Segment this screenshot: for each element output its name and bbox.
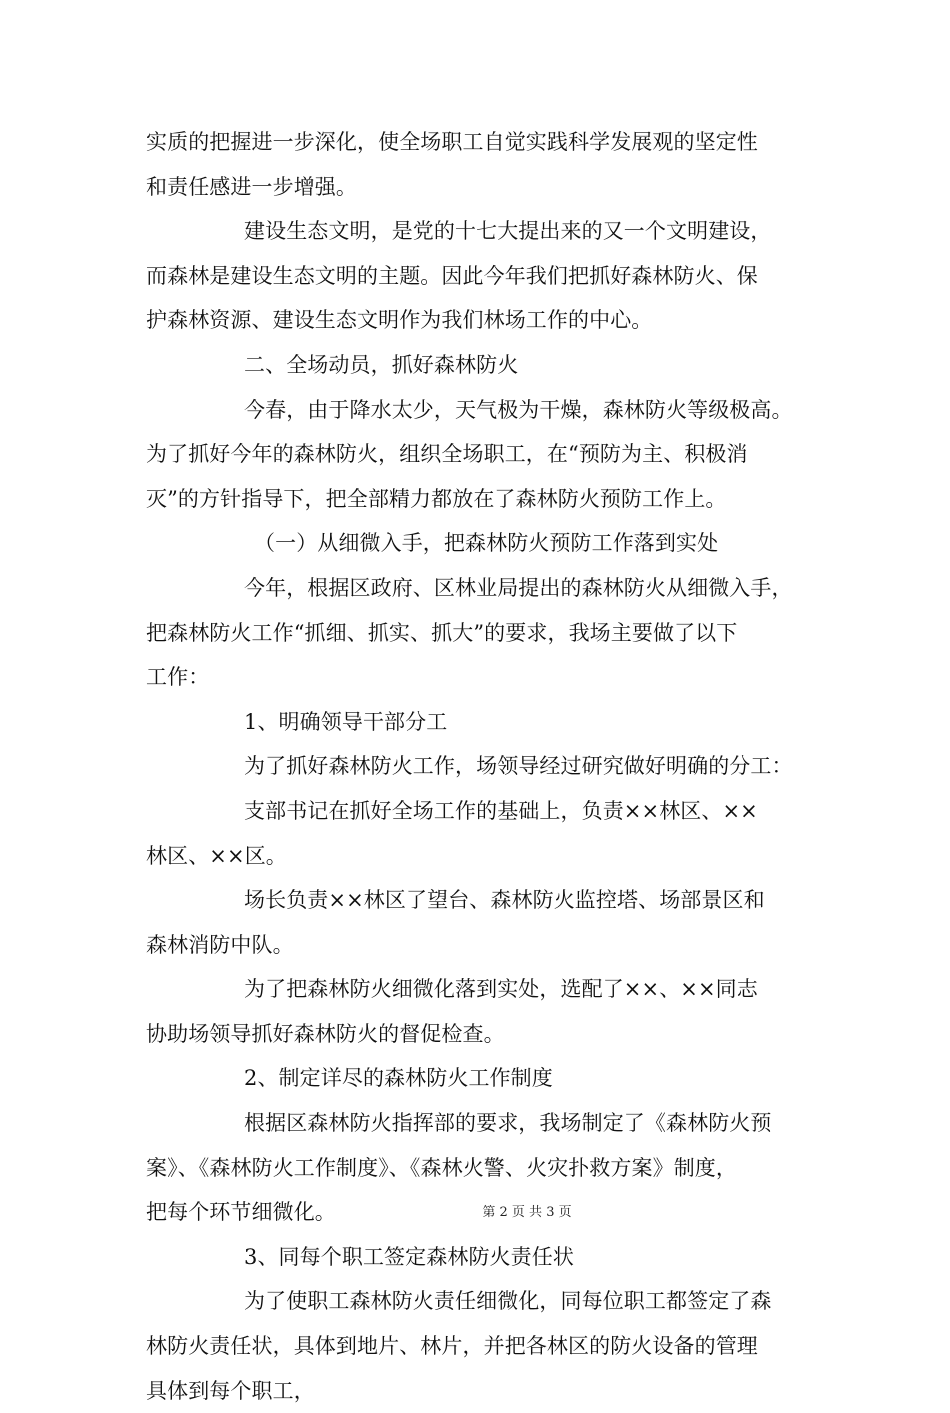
paragraph-line: 支部书记在抓好全场工作的基础上，负责××林区、×× [244,798,758,823]
paragraph-line: 今年，根据区政府、区林业局提出的森林防火从细微入手， [244,575,793,600]
paragraph-line: 今春，由于降水太少，天气极为干燥，森林防火等级极高。 [244,397,793,422]
paragraph-line: 建设生态文明，是党的十七大提出来的又一个文明建设， [244,219,772,244]
paragraph-line: 护森林资源、建设生态文明作为我们林场工作的中心。 [146,308,653,333]
paragraph-line: 工作： [146,665,210,690]
paragraph-line: 为了使职工森林防火责任细微化，同每位职工都签定了森 [244,1289,772,1314]
paragraph-line: 协助场领导抓好森林防火的督促检查。 [146,1021,505,1046]
paragraph-line: 为了抓好森林防火工作，场领导经过研究做好明确的分工： [244,754,793,779]
paragraph-line: 灭”的方针指导下，把全部精力都放在了森林防火预防工作上。 [146,486,727,511]
paragraph-line: 根据区森林防火指挥部的要求，我场制定了《森林防火预 [244,1111,772,1136]
paragraph-line: 案》、《森林防火工作制度》、《森林火警、火灾扑救方案》制度， [146,1155,737,1180]
paragraph-line: 场长负责××林区了望台、森林防火监控塔、场部景区和 [244,888,765,913]
paragraph-line: 具体到每个职工， [146,1378,315,1403]
paragraph-line: 林防火责任状，具体到地片、林片，并把各林区的防火设备的管理 [146,1334,758,1359]
paragraph-line: 而森林是建设生态文明的主题。因此今年我们把抓好森林防火、保 [146,263,758,288]
section-heading: 二、全场动员，抓好森林防火 [244,352,519,377]
item-heading: 1、明确领导干部分工 [244,709,448,734]
item-heading: 3、同每个职工签定森林防火责任状 [244,1244,574,1269]
paragraph-line: 林区、××区。 [146,843,287,868]
paragraph-line: 和责任感进一步增强。 [146,174,357,199]
paragraph-line: 把森林防火工作“抓细、抓实、抓大”的要求，我场主要做了以下 [146,620,738,645]
paragraph-line: 把每个环节细微化。 [146,1200,336,1225]
paragraph-line: 实质的把握进一步深化，使全场职工自觉实践科学发展观的坚定性 [146,130,758,154]
paragraph-line: 森林消防中队。 [146,932,294,957]
page-number-footer: 第 2 页 共 3 页 [482,1205,572,1220]
item-heading: 2、制定详尽的森林防火工作制度 [244,1066,553,1091]
paragraph-line: 为了抓好今年的森林防火，组织全场职工，在“预防为主、积极消 [146,442,748,467]
subsection-heading: （一）从细微入手，把森林防火预防工作落到实处 [254,531,719,556]
paragraph-line: 为了把森林防火细微化落到实处，选配了××、××同志 [244,977,758,1002]
